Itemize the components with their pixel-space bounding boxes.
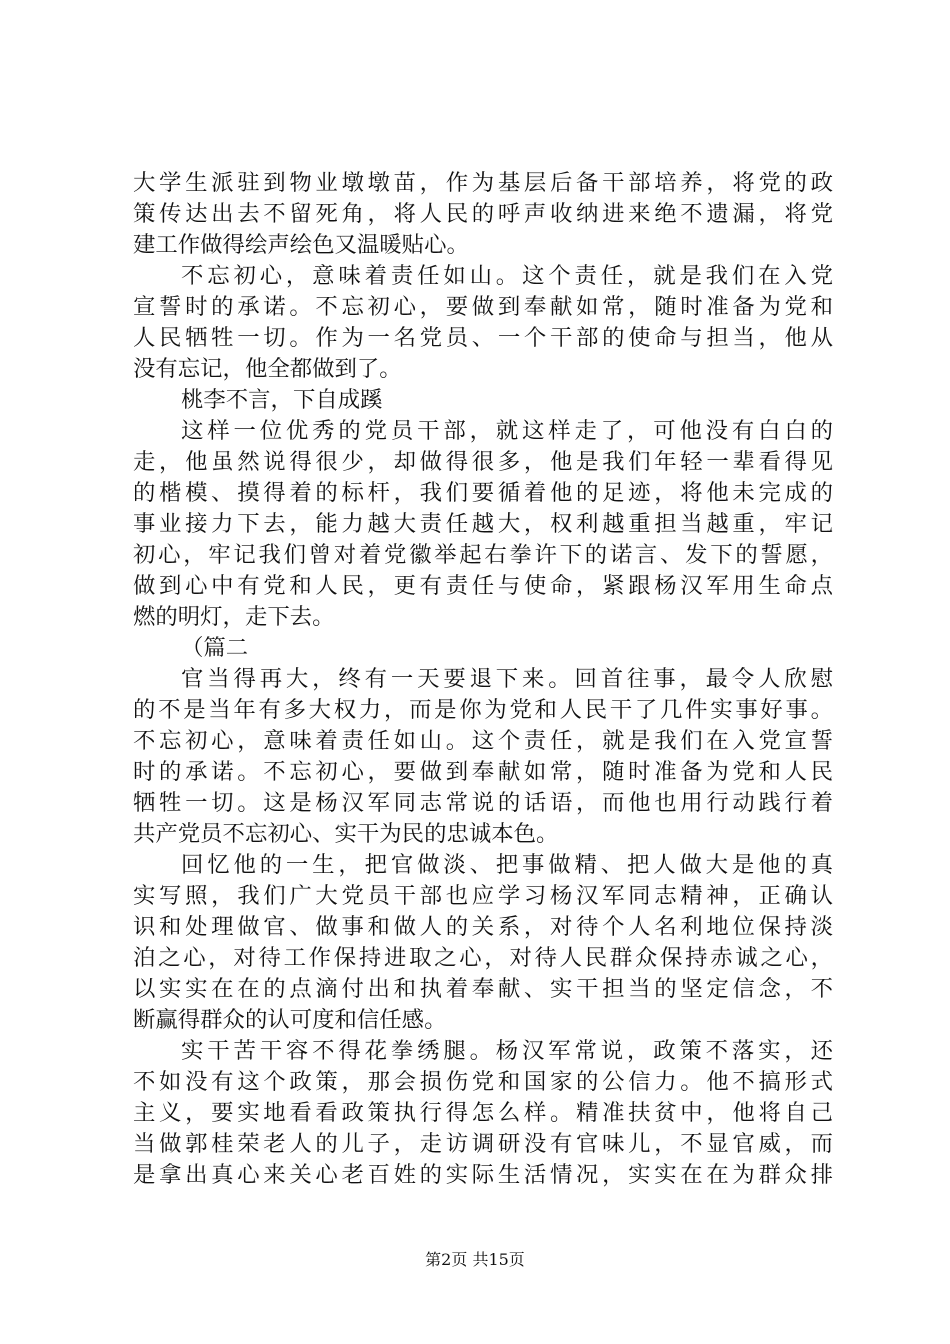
text-line: 燃的明灯，走下去。 xyxy=(133,604,335,630)
text-line: 共产党员不忘初心、实干为民的忠诚本色。 xyxy=(133,821,559,847)
paragraph xyxy=(133,850,833,1036)
text-line: 宣誓时的承诺。不忘初心，要做到奉献如常，随时准备为党和 xyxy=(133,294,833,320)
text-line: 的不是当年有多大权力，而是你为党和人民干了几件实事好事。 xyxy=(133,697,833,723)
text-line: 事业接力下去，能力越大责任越大，权利越重担当越重，牢记 xyxy=(133,511,833,537)
text-line: 做到心中有党和人民，更有责任与使命，紧跟杨汉军用生命点 xyxy=(133,573,833,599)
document-body xyxy=(133,168,833,1191)
text-line: 当做郭桂荣老人的儿子，走访调研没有官味儿，不显官威，而 xyxy=(133,1131,833,1157)
text-line: 不如没有这个政策，那会损伤党和国家的公信力。他不搞形式 xyxy=(133,1069,833,1095)
text-line: 识和处理做官、做事和做人的关系，对待个人名利地位保持淡 xyxy=(133,914,833,940)
text-line: 泊之心，对待工作保持进取之心，对待人民群众保持赤诚之心， xyxy=(133,945,833,971)
text-line: 时的承诺。不忘初心，要做到奉献如常，随时准备为党和人民 xyxy=(133,759,833,785)
section-heading xyxy=(133,385,833,416)
text-line: 这样一位优秀的党员干部，就这样走了，可他没有白白的 xyxy=(181,418,833,444)
text-line: 断赢得群众的认可度和信任感。 xyxy=(133,1007,447,1033)
text-line: 走，他虽然说得很少，却做得很多，他是我们年轻一辈看得见 xyxy=(133,449,833,475)
page-number-footer: 第2页 共15页 xyxy=(425,1250,525,1269)
paragraph xyxy=(133,416,833,633)
text-line: 实写照，我们广大党员干部也应学习杨汉军同志精神，正确认 xyxy=(133,883,833,909)
text-line: 桃李不言，下自成蹊 xyxy=(181,387,383,413)
text-line: 不忘初心，意味着责任如山。这个责任，就是我们在入党宣誓 xyxy=(133,728,833,754)
text-line: 回忆他的一生，把官做淡、把事做精、把人做大是他的真 xyxy=(181,852,833,878)
text-line: 策传达出去不留死角，将人民的呼声收纳进来绝不遗漏，将党 xyxy=(133,201,833,227)
paragraph xyxy=(133,261,833,385)
text-line: 大学生派驻到物业墩墩苗，作为基层后备干部培养，将党的政 xyxy=(133,170,833,196)
section-marker xyxy=(133,633,833,664)
text-line: 的楷模、摸得着的标杆，我们要循着他的足迹，将他未完成的 xyxy=(133,480,833,506)
paragraph xyxy=(133,168,833,261)
text-line: 人民牺牲一切。作为一名党员、一个干部的使命与担当，他从 xyxy=(133,325,833,351)
text-line: 实干苦干容不得花拳绣腿。杨汉军常说，政策不落实，还 xyxy=(181,1038,833,1064)
text-line: 不忘初心，意味着责任如山。这个责任，就是我们在入党 xyxy=(181,263,833,289)
text-line: 是拿出真心来关心老百姓的实际生活情况，实实在在为群众排 xyxy=(133,1162,833,1188)
text-line: 官当得再大，终有一天要退下来。回首往事，最令人欣慰 xyxy=(181,666,833,692)
text-line: 主义，要实地看看政策执行得怎么样。精准扶贫中，他将自己 xyxy=(133,1100,833,1126)
paragraph xyxy=(133,1036,833,1191)
text-line: （篇二 xyxy=(181,635,249,661)
text-line: 牺牲一切。这是杨汉军同志常说的话语，而他也用行动践行着 xyxy=(133,790,833,816)
text-line: 以实实在在的点滴付出和执着奉献、实干担当的坚定信念，不 xyxy=(133,976,833,1002)
text-line: 初心，牢记我们曾对着党徽举起右拳许下的诺言、发下的誓愿， xyxy=(133,542,833,568)
paragraph xyxy=(133,664,833,850)
text-line: 建工作做得绘声绘色又温暖贴心。 xyxy=(133,232,469,258)
text-line: 没有忘记，他全都做到了。 xyxy=(133,356,402,382)
